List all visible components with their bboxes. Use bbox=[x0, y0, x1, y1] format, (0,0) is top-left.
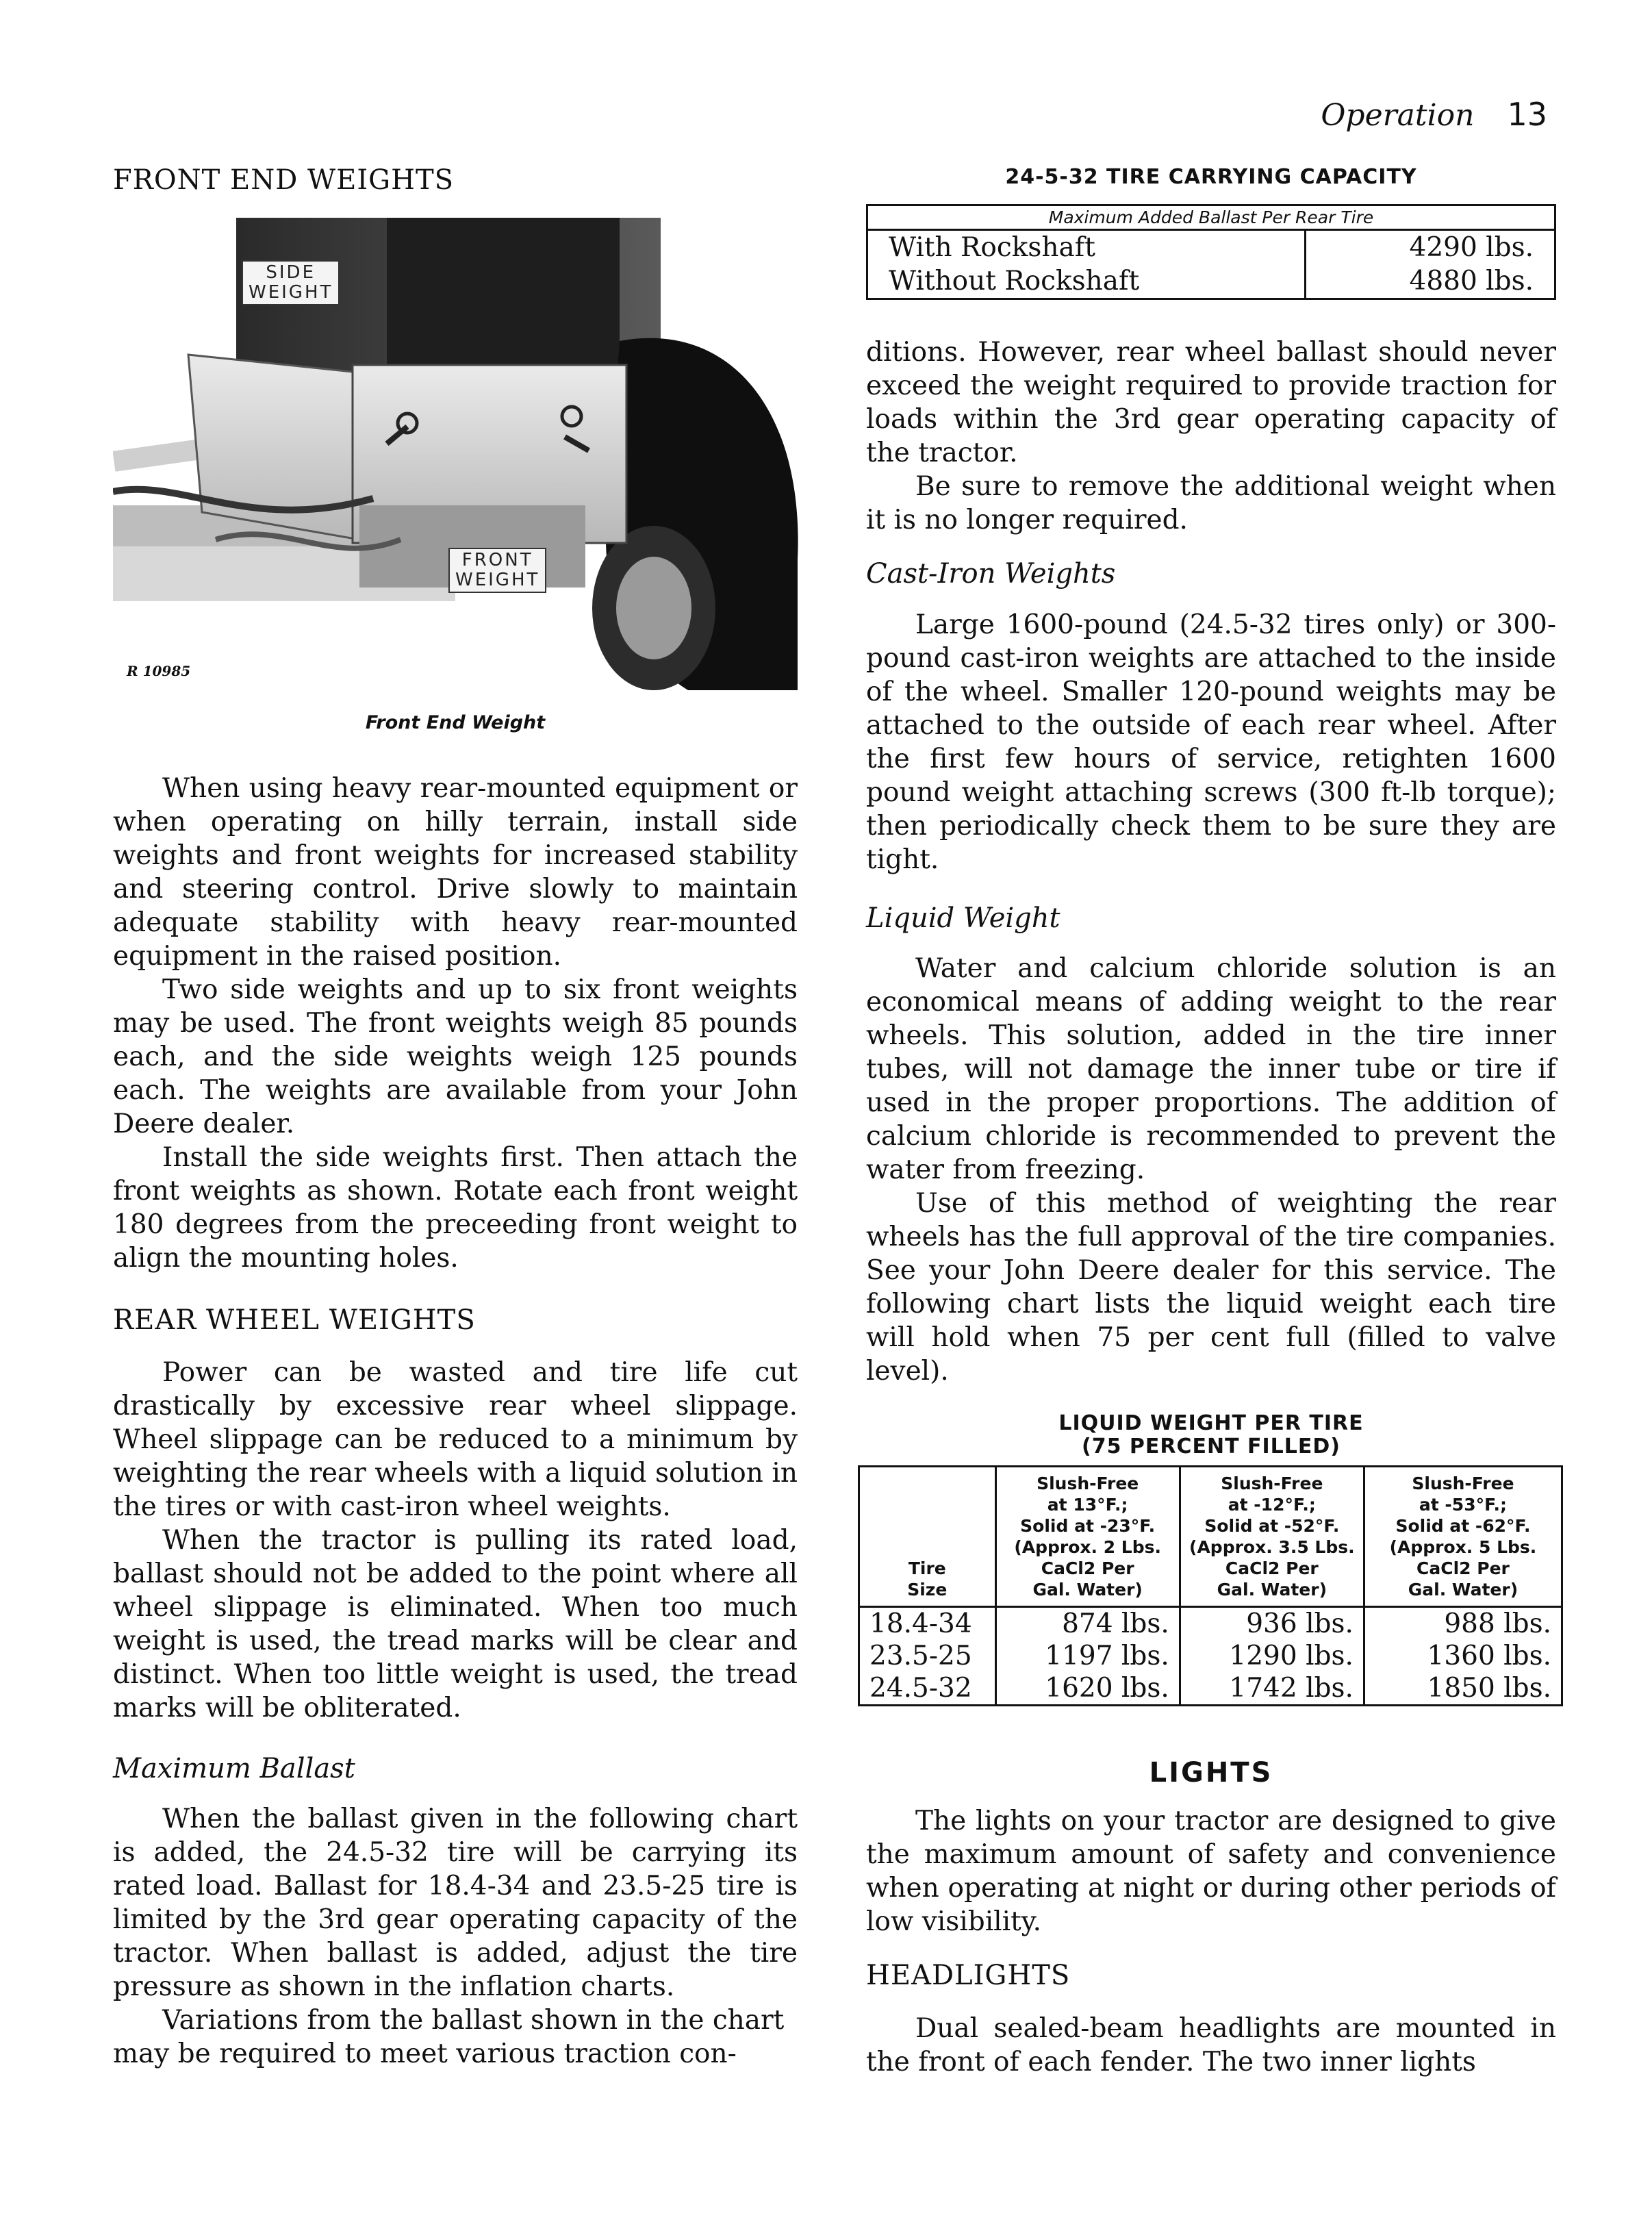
header-line: Gal. Water) bbox=[1217, 1580, 1327, 1600]
paragraph: Variations from the ballast shown in the chart may be required to meet various traction con- bbox=[113, 2005, 785, 2069]
front-end-weight-photo bbox=[113, 218, 801, 697]
paragraph: Two side weights and up to six front weights may be used. The front weights weigh 85 pounds each, and the side weights weigh 125 pounds each. The weights are available from your John Deere dealer. bbox=[113, 974, 798, 1139]
table-row bbox=[859, 1640, 1562, 1672]
header-line: Gal. Water) bbox=[1032, 1580, 1143, 1600]
liquid-table-title-line1: LIQUID WEIGHT PER TIRE bbox=[1058, 1411, 1364, 1435]
table-cell: With Rockshaft bbox=[867, 230, 1306, 265]
headlights-body bbox=[866, 2012, 1556, 2079]
header-line: CaCl2 Per bbox=[1416, 1558, 1510, 1578]
table-cell: 24.5-32 bbox=[859, 1672, 996, 1706]
header-line: (Approx. 5 Lbs. bbox=[1389, 1537, 1537, 1557]
paragraph: Use of this method of weighting the rear wheels has the full approval of the tire companies. See your John Deere dealer for this service. The following chart lists the liquid weight each tire will hold when 75 per cent full (filled to valve level). bbox=[866, 1188, 1556, 1387]
table-cell: 18.4-34 bbox=[859, 1607, 996, 1641]
paragraph: When using heavy rear-mounted equipment or when operating on hilly terrain, install side weights and front weights for increased stability and steering control. Drive slowly to maintain adequate stability with heavy rear-mounted equipment in the raised position. bbox=[113, 773, 798, 972]
section-title: Operation bbox=[1321, 98, 1475, 133]
header-line: Solid at -62°F. bbox=[1395, 1516, 1531, 1536]
column-header-minus12f bbox=[1180, 1467, 1364, 1607]
table-cell: 1742 lbs. bbox=[1180, 1672, 1364, 1706]
table-cell: 4290 lbs. bbox=[1306, 230, 1555, 265]
figure-caption: Front End Weight bbox=[365, 712, 546, 733]
liquid-table-title bbox=[866, 1412, 1556, 1458]
heading-maximum-ballast: Maximum Ballast bbox=[113, 1753, 355, 1784]
paragraph: When the ballast given in the following chart is added, the 24.5-32 tire will be carrying its rated load. Ballast for 18.4-34 and 23.5-25 tire is limited by the 3rd gear operating capacity of the tractor. When ballast is added, adjust the tire pressure as shown in the inflation charts. bbox=[113, 1804, 798, 2002]
table-cell: 936 lbs. bbox=[1180, 1607, 1364, 1641]
paragraph: When the tractor is pulling its rated load, ballast should not be added to the point where all wheel slippage is eliminated. When too much weight is used, the tread marks will be clear and distinct. When too little weight is used, the tread marks will be obliterated. bbox=[113, 1525, 798, 1723]
tractor-weight-illustration bbox=[113, 218, 801, 697]
table-cell: 1620 lbs. bbox=[995, 1672, 1180, 1706]
table-cell: 23.5-25 bbox=[859, 1640, 996, 1672]
front-weight-label bbox=[448, 548, 546, 593]
heading-headlights: HEADLIGHTS bbox=[866, 1960, 1071, 1991]
liquid-weight-body bbox=[866, 952, 1556, 1388]
cast-iron-body bbox=[866, 608, 1556, 876]
paragraph: Be sure to remove the additional weight when it is no longer required. bbox=[866, 471, 1556, 535]
table-cell: 1360 lbs. bbox=[1364, 1640, 1562, 1672]
front-end-weights-body bbox=[113, 772, 798, 1275]
header-line: Slush-Free bbox=[1412, 1474, 1514, 1493]
header-line: Size bbox=[907, 1580, 948, 1600]
rear-wheel-weights-body bbox=[113, 1356, 798, 1725]
maximum-ballast-body bbox=[113, 1802, 798, 2071]
paragraph: Dual sealed-beam headlights are mounted in the front of each fender. The two inner lights bbox=[866, 2013, 1556, 2077]
paragraph: Large 1600-pound (24.5-32 tires only) or 300-pound cast-iron weights are attached to the inside of the wheel. Smaller 120-pound weights may be attached to the outside of each rear wheel. After the first few hours of service, retighten 1600 pound weight attaching screws (300 ft-lb torque); then periodically check them to be sure they are tight. bbox=[866, 609, 1556, 875]
header-line: at 13°F.; bbox=[1047, 1495, 1128, 1515]
table-row bbox=[859, 1672, 1562, 1706]
lights-body bbox=[866, 1804, 1556, 1938]
figure-code: R 10985 bbox=[127, 663, 191, 679]
header-line: Solid at -52°F. bbox=[1204, 1516, 1340, 1536]
capacity-table bbox=[866, 204, 1556, 300]
header-line: at -12°F.; bbox=[1228, 1495, 1316, 1515]
column-header-13f bbox=[995, 1467, 1180, 1607]
heading-liquid-weight: Liquid Weight bbox=[866, 902, 1060, 934]
page-number: 13 bbox=[1507, 96, 1547, 133]
table-cell: 1850 lbs. bbox=[1364, 1672, 1562, 1706]
paragraph: ditions. However, rear wheel ballast should never exceed the weight required to provide traction for loads within the 3rd gear operating capacity of the tractor. bbox=[866, 337, 1556, 468]
table-row bbox=[867, 230, 1555, 265]
header-line: Gal. Water) bbox=[1408, 1580, 1518, 1600]
header-line: CaCl2 Per bbox=[1225, 1558, 1319, 1578]
paragraph: Install the side weights first. Then attach the front weights as shown. Rotate each front weight 180 degrees from the preceeding front weight to align the mounting holes. bbox=[113, 1142, 798, 1274]
header-line: (Approx. 3.5 Lbs. bbox=[1189, 1537, 1355, 1557]
heading-cast-iron-weights: Cast-Iron Weights bbox=[866, 558, 1116, 590]
side-weight-label-line2: WEIGHT bbox=[249, 282, 333, 303]
table-header-row bbox=[859, 1467, 1562, 1607]
table-cell: 1197 lbs. bbox=[995, 1640, 1180, 1672]
front-weight-label-line2: WEIGHT bbox=[455, 570, 540, 590]
table-cell: 4880 lbs. bbox=[1306, 264, 1555, 299]
column-header-minus53f bbox=[1364, 1467, 1562, 1607]
table-cell: 874 lbs. bbox=[995, 1607, 1180, 1641]
header-line: Solid at -23°F. bbox=[1020, 1516, 1156, 1536]
header-line: CaCl2 Per bbox=[1041, 1558, 1134, 1578]
header-line: (Approx. 2 Lbs. bbox=[1014, 1537, 1162, 1557]
liquid-weight-table bbox=[858, 1465, 1563, 1706]
heading-lights: LIGHTS bbox=[1149, 1757, 1273, 1789]
column-header-tire-size bbox=[859, 1467, 996, 1607]
paragraph: Water and calcium chloride solution is an economical means of adding weight to the rear wheels. This solution, added in the tire inner tubes, will not damage the inner tube or tire if used in the proper proportions. The addition of calcium chloride is recommended to prevent the water from freezing. bbox=[866, 953, 1556, 1185]
capacity-table-title: 24-5-32 TIRE CARRYING CAPACITY bbox=[1005, 165, 1417, 189]
table-row bbox=[859, 1607, 1562, 1641]
header-line: Tire bbox=[908, 1558, 946, 1578]
ballast-continued-body bbox=[866, 336, 1556, 537]
side-weight-label bbox=[242, 260, 340, 305]
paragraph: The lights on your tractor are designed to give the maximum amount of safety and convenience when operating at night or during other periods of low visibility. bbox=[866, 1806, 1556, 1937]
header-line: Slush-Free bbox=[1221, 1474, 1323, 1493]
table-cell: Without Rockshaft bbox=[867, 264, 1306, 299]
side-weight-label-line1: SIDE bbox=[266, 262, 316, 283]
heading-front-end-weights: FRONT END WEIGHTS bbox=[113, 164, 455, 196]
table-cell: 1290 lbs. bbox=[1180, 1640, 1364, 1672]
header-line: Slush-Free bbox=[1037, 1474, 1139, 1493]
page-header bbox=[1027, 96, 1547, 133]
table-row bbox=[867, 264, 1555, 299]
heading-rear-wheel-weights: REAR WHEEL WEIGHTS bbox=[113, 1304, 476, 1336]
liquid-table-title-line2: (75 PERCENT FILLED) bbox=[1081, 1435, 1340, 1458]
capacity-table-subtitle: Maximum Added Ballast Per Rear Tire bbox=[867, 205, 1555, 230]
header-line: at -53°F.; bbox=[1419, 1495, 1507, 1515]
table-cell: 988 lbs. bbox=[1364, 1607, 1562, 1641]
front-weight-label-line1: FRONT bbox=[461, 550, 533, 570]
paragraph: Power can be wasted and tire life cut drastically by excessive rear wheel slippage. Wheel slippage can be reduced to a minimum by weighting the rear wheels with a liquid solution in the tires or with cast-iron wheel weights. bbox=[113, 1357, 798, 1522]
